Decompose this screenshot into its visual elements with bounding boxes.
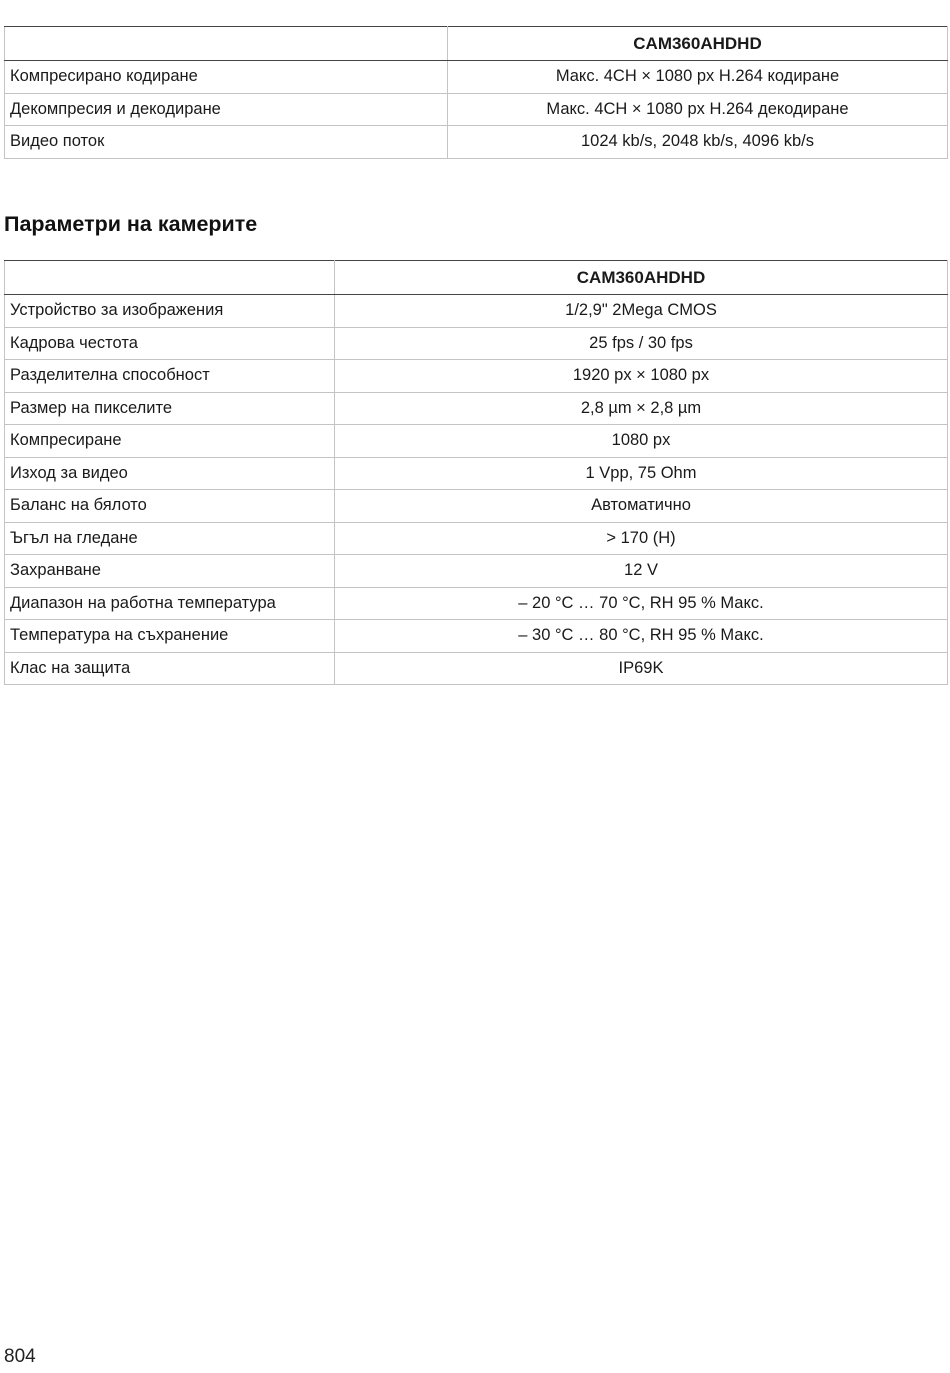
- row-label: Кадрова честота: [5, 327, 335, 360]
- camera-params-table: [4, 260, 948, 685]
- table-row: [5, 360, 948, 393]
- row-value: > 170 (H): [335, 522, 948, 555]
- row-value: 12 V: [335, 555, 948, 588]
- header-empty-cell: [5, 27, 448, 61]
- table-row: [5, 457, 948, 490]
- row-label: Компресирано кодиране: [5, 61, 448, 94]
- row-label: Компресиране: [5, 425, 335, 458]
- header-model-cell: CAM360AHDHD: [335, 261, 948, 295]
- row-value: – 20 °C … 70 °C, RH 95 % Макс.: [335, 587, 948, 620]
- row-value: Макс. 4CH × 1080 px H.264 декодиране: [448, 93, 948, 126]
- row-value: 1080 px: [335, 425, 948, 458]
- row-value: Автоматично: [335, 490, 948, 523]
- row-label: Диапазон на работна температура: [5, 587, 335, 620]
- table-row: [5, 327, 948, 360]
- table-row: [5, 620, 948, 653]
- codec-spec-table: [4, 26, 948, 159]
- table-row: [5, 555, 948, 588]
- row-value: Макс. 4CH × 1080 px H.264 кодиране: [448, 61, 948, 94]
- row-label: Декомпресия и декодиране: [5, 93, 448, 126]
- row-value: 2,8 µm × 2,8 µm: [335, 392, 948, 425]
- section-title: Параметри на камерите: [4, 212, 258, 236]
- header-model-cell: CAM360AHDHD: [448, 27, 948, 61]
- row-label: Размер на пикселите: [5, 392, 335, 425]
- table-row: [5, 295, 948, 328]
- header-empty-cell: [5, 261, 335, 295]
- row-label: Баланс на бялото: [5, 490, 335, 523]
- row-label: Видео поток: [5, 126, 448, 159]
- row-label: Устройство за изображения: [5, 295, 335, 328]
- row-value: 1/2,9" 2Mega CMOS: [335, 295, 948, 328]
- table-row: [5, 652, 948, 685]
- row-value: 1024 kb/s, 2048 kb/s, 4096 kb/s: [448, 126, 948, 159]
- row-value: 1 Vpp, 75 Ohm: [335, 457, 948, 490]
- row-value: 25 fps / 30 fps: [335, 327, 948, 360]
- table-row: [5, 392, 948, 425]
- row-value: – 30 °C … 80 °C, RH 95 % Макс.: [335, 620, 948, 653]
- table-row: [5, 126, 948, 159]
- table-row: [5, 61, 948, 94]
- table-row: [5, 522, 948, 555]
- row-label: Изход за видео: [5, 457, 335, 490]
- table-row: [5, 490, 948, 523]
- table-row: [5, 93, 948, 126]
- row-label: Клас на защита: [5, 652, 335, 685]
- row-label: Температура на съхранение: [5, 620, 335, 653]
- row-label: Ъгъл на гледане: [5, 522, 335, 555]
- row-value: 1920 px × 1080 px: [335, 360, 948, 393]
- page-number: 804: [4, 1346, 36, 1367]
- table-header-row: [5, 261, 948, 295]
- table-row: [5, 587, 948, 620]
- row-label: Разделителна способност: [5, 360, 335, 393]
- row-value: IP69K: [335, 652, 948, 685]
- table-header-row: [5, 27, 948, 61]
- table-row: [5, 425, 948, 458]
- row-label: Захранване: [5, 555, 335, 588]
